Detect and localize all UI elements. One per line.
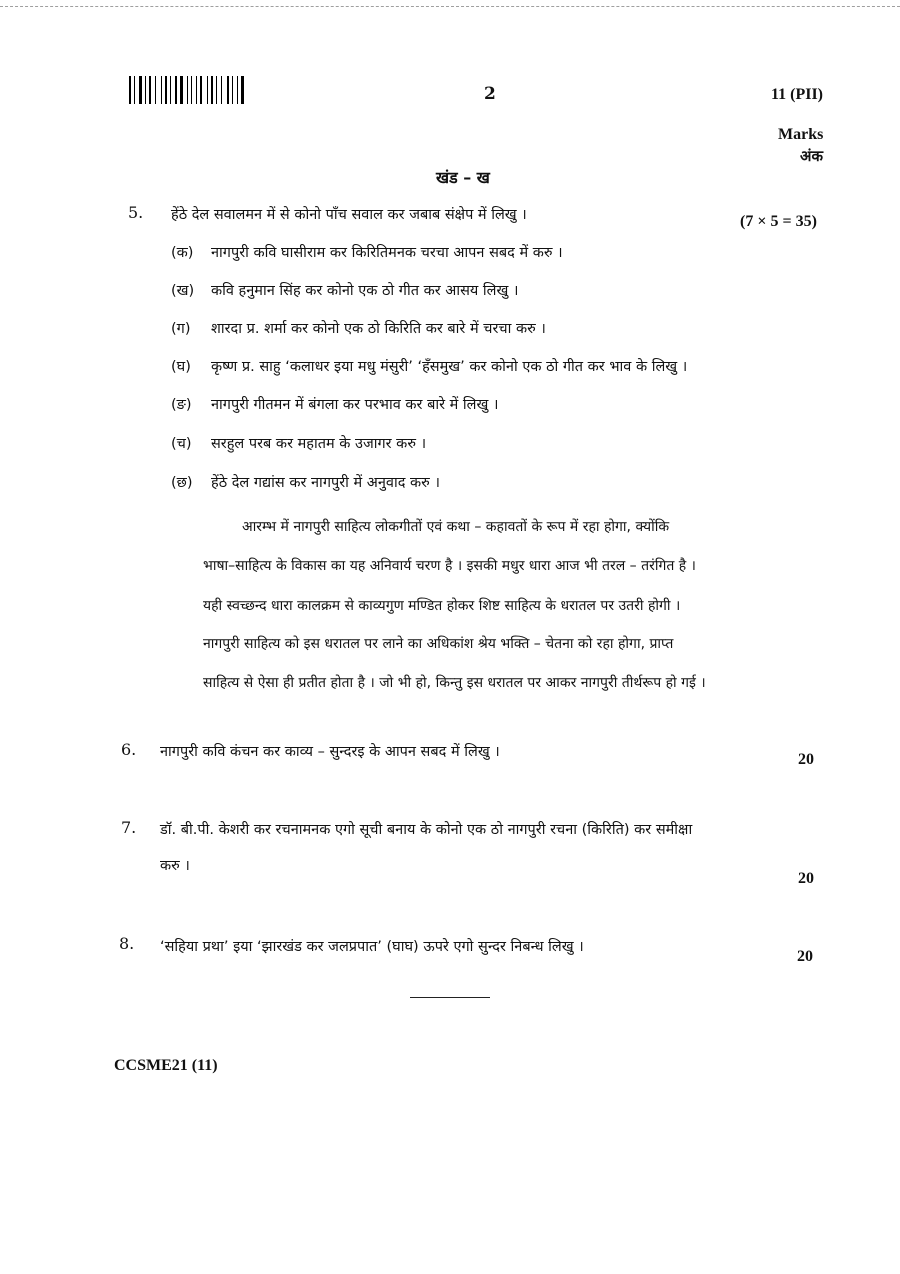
question-8-number: 8. — [119, 934, 135, 953]
paper-code: 11 (PII) — [771, 86, 823, 103]
question-7-marks: 20 — [798, 870, 814, 887]
passage-line-4: नागपुरी साहित्य को इस धरातल पर लाने का अधिकांश श्रेय भक्ति – चेतना को रहा होगा, प्राप्त — [203, 636, 674, 652]
subquestion-label: (ङ) — [171, 397, 192, 413]
subquestion-label: (घ) — [171, 359, 191, 375]
scan-edge-line — [0, 6, 900, 7]
section-title: खंड – ख — [436, 168, 490, 187]
passage-line-2: भाषा–साहित्य के विकास का यह अनिवार्य चरण है । इसकी मधुर धारा आज भी तरल – तरंगित है । — [203, 558, 696, 574]
question-6-number: 6. — [121, 740, 137, 759]
question-5-number: 5. — [128, 203, 144, 222]
subquestion-text: कृष्ण प्र. साहु ‘कलाधर इया मधु मंसुरी’ ‘हँसमुख’ कर कोनो एक ठो गीत कर भाव के लिखु । — [211, 359, 688, 375]
subquestion-chha — [171, 472, 440, 492]
subquestion-label: (ग) — [171, 321, 191, 337]
question-8-text: ‘सहिया प्रथा’ इया ‘झारखंड कर जलप्रपात’ (घाघ) ऊपरे एगो सुन्दर निबन्ध लिखु । — [160, 939, 584, 955]
subquestion-gha — [171, 356, 687, 376]
subquestion-text: शारदा प्र. शर्मा कर कोनो एक ठो किरिति कर बारे में चरचा करु । — [211, 321, 546, 337]
subquestion-label: (ख) — [171, 283, 195, 299]
subquestion-label: (क) — [171, 245, 194, 261]
question-7-number: 7. — [121, 818, 137, 837]
subquestion-cha — [171, 433, 426, 453]
page-number: 2 — [484, 84, 496, 104]
subquestion-kha — [171, 280, 518, 300]
question-7-text-cont: करु । — [160, 858, 190, 874]
marks-label-hindi: अंक — [800, 147, 823, 165]
barcode — [129, 76, 261, 104]
passage-line-3: यही स्वच्छन्द धारा कालक्रम से काव्यगुण मण्डित होकर शिष्ट साहित्य के धरातल पर उतरी होगी । — [203, 598, 681, 614]
subquestion-nga — [171, 394, 498, 414]
question-6-text: नागपुरी कवि कंचन कर काव्य – सुन्दरइ के आपन सबद में लिखु । — [160, 744, 500, 760]
end-rule — [410, 997, 490, 998]
subquestion-label: (च) — [171, 436, 192, 452]
subquestion-text: नागपुरी गीतमन में बंगला कर परभाव कर बारे में लिखु । — [211, 397, 499, 413]
marks-label: Marks — [778, 126, 824, 143]
subquestion-text: कवि हनुमान सिंह कर कोनो एक ठो गीत कर आसय लिखु । — [211, 283, 519, 299]
passage-line-5: साहित्य से ऐसा ही प्रतीत होता है । जो भी हो, किन्तु इस धरातल पर आकर नागपुरी तीर्थरूप हो गई । — [203, 675, 706, 691]
subquestion-label: (छ) — [171, 475, 193, 491]
subquestion-text: नागपुरी कवि घासीराम कर किरितिमनक चरचा आपन सबद में करु । — [211, 245, 563, 261]
subquestion-ga — [171, 318, 546, 338]
question-8-marks: 20 — [797, 948, 813, 965]
question-7-text: डॉ. बी.पी. केशरी कर रचनामनक एगो सूची बनाय के कोनो एक ठो नागपुरी रचना (किरिति) कर समीक्षा — [160, 822, 693, 838]
subquestion-text: हेंठे देल गद्यांस कर नागपुरी में अनुवाद करु । — [211, 475, 440, 491]
question-5-marks: (7 × 5 = 35) — [740, 213, 817, 230]
subquestion-text: सरहुल परब कर महातम के उजागर करु । — [211, 436, 427, 452]
footer-code: CCSME21 (11) — [114, 1057, 218, 1074]
question-5-text: हेंठे देल सवालमन में से कोनो पाँच सवाल कर जबाब संक्षेप में लिखु । — [171, 207, 527, 223]
question-6-marks: 20 — [798, 751, 814, 768]
subquestion-ka — [171, 242, 563, 262]
passage-line-1: आरम्भ में नागपुरी साहित्य लोकगीतों एवं कथा – कहावतों के रूप में रहा होगा, क्योंकि — [242, 519, 670, 535]
